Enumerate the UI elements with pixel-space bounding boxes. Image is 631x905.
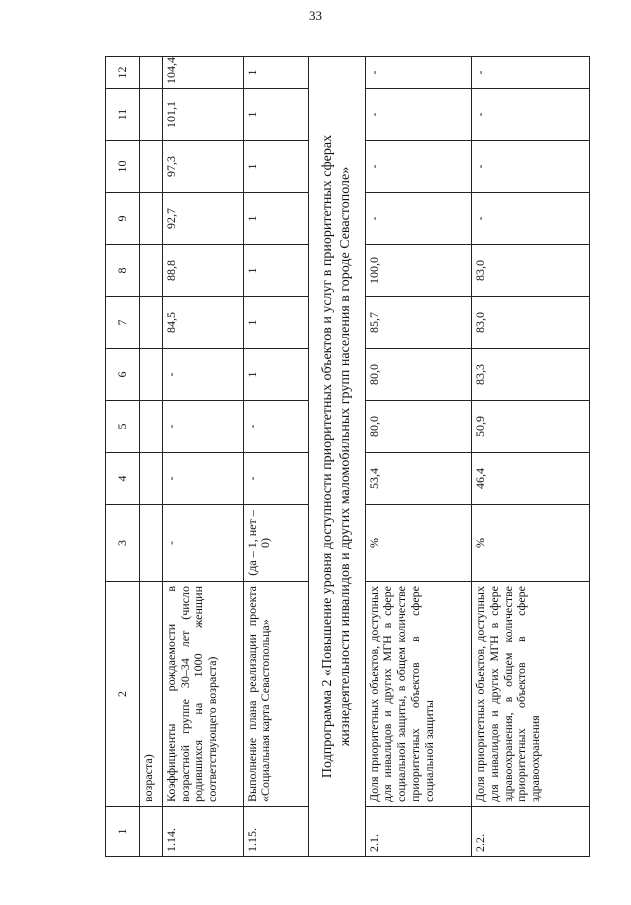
header-cell: 4	[106, 453, 140, 505]
value-cell: -	[243, 453, 308, 505]
value-cell: 83,0	[472, 297, 590, 349]
value-cell: -	[472, 89, 590, 141]
value-cell: 1	[243, 89, 308, 141]
value-cell: 101,1	[162, 89, 243, 141]
value-cell: -	[365, 193, 472, 245]
header-cell: 8	[106, 245, 140, 297]
header-cell: 2	[106, 582, 140, 807]
row-description: Коэффициенты рождаемости в возрастной группе 30–34 лет (число родившихся на 1000 женщин соответствующего возраста)	[162, 582, 243, 807]
value-cell: -	[472, 193, 590, 245]
row-description: Доля приоритетных объектов, доступных для инвалидов и других МГН в сфере социальной защиты, в общем количестве приоритетных объектов в сфере социальной защиты	[365, 582, 472, 807]
value-cell: -	[365, 57, 472, 89]
value-cell: 46,4	[472, 453, 590, 505]
value-cell: -	[472, 141, 590, 193]
header-cell: 3	[106, 505, 140, 582]
carryover-row	[140, 57, 163, 857]
header-cell: 5	[106, 401, 140, 453]
value-cell: 53,4	[365, 453, 472, 505]
value-cell: 100,0	[365, 245, 472, 297]
header-cell: 12	[106, 57, 140, 89]
value-cell: 84,5	[162, 297, 243, 349]
table-row	[472, 57, 590, 857]
value-cell: -	[162, 349, 243, 401]
header-cell: 6	[106, 349, 140, 401]
header-cell: 9	[106, 193, 140, 245]
row-number: 1.15.	[243, 807, 308, 857]
table-row	[365, 57, 472, 857]
value-cell: -	[472, 57, 590, 89]
row-unit: -	[162, 505, 243, 582]
subprogram-row	[308, 57, 365, 857]
row-number: 1.14.	[162, 807, 243, 857]
value-cell: 80,0	[365, 401, 472, 453]
value-cell: 88,8	[162, 245, 243, 297]
value-cell: 50,9	[472, 401, 590, 453]
subprogram-title: Подпрограмма 2 «Повышение уровня доступности приоритетных объектов и услуг в приоритетных сферах жизнедеятельности инвалидов и других маломобильных групп населения в городе Севастополе»	[308, 57, 365, 857]
value-cell: 97,3	[162, 141, 243, 193]
value-cell: -	[365, 141, 472, 193]
value-cell: -	[162, 453, 243, 505]
value-cell: -	[243, 401, 308, 453]
row-unit: %	[365, 505, 472, 582]
table-row	[162, 57, 243, 857]
row-description: Выполнение плана реализации проекта «Социальная карта Севастопольца»	[243, 582, 308, 807]
header-cell: 11	[106, 89, 140, 141]
header-row	[106, 57, 140, 857]
value-cell: 83,0	[472, 245, 590, 297]
value-cell: -	[365, 89, 472, 141]
indicators-table	[105, 56, 590, 857]
table-row	[243, 57, 308, 857]
value-cell: 1	[243, 349, 308, 401]
value-cell: 1	[243, 57, 308, 89]
value-cell: 1	[243, 245, 308, 297]
page-number: 33	[309, 8, 322, 23]
row-number: 2.1.	[365, 807, 472, 857]
value-cell: 1	[243, 141, 308, 193]
value-cell: 1	[243, 297, 308, 349]
value-cell: 104,4	[162, 57, 243, 89]
value-cell: 83,3	[472, 349, 590, 401]
value-cell: 80,0	[365, 349, 472, 401]
row-unit: (да – 1, нет – 0)	[243, 505, 308, 582]
row-unit: %	[472, 505, 590, 582]
row-number: 2.2.	[472, 807, 590, 857]
value-cell: 92,7	[162, 193, 243, 245]
value-cell: 85,7	[365, 297, 472, 349]
row-description: Доля приоритетных объектов, доступных для инвалидов и других МГН в сфере здравоохранения, в общем количестве приоритетных объектов в сфере здравоохранения	[472, 582, 590, 807]
header-cell: 1	[106, 807, 140, 857]
rotated-table-container	[105, 57, 590, 857]
value-cell: -	[162, 401, 243, 453]
carryover-text: возраста)	[140, 582, 163, 807]
header-cell: 10	[106, 141, 140, 193]
value-cell: 1	[243, 193, 308, 245]
header-cell: 7	[106, 297, 140, 349]
